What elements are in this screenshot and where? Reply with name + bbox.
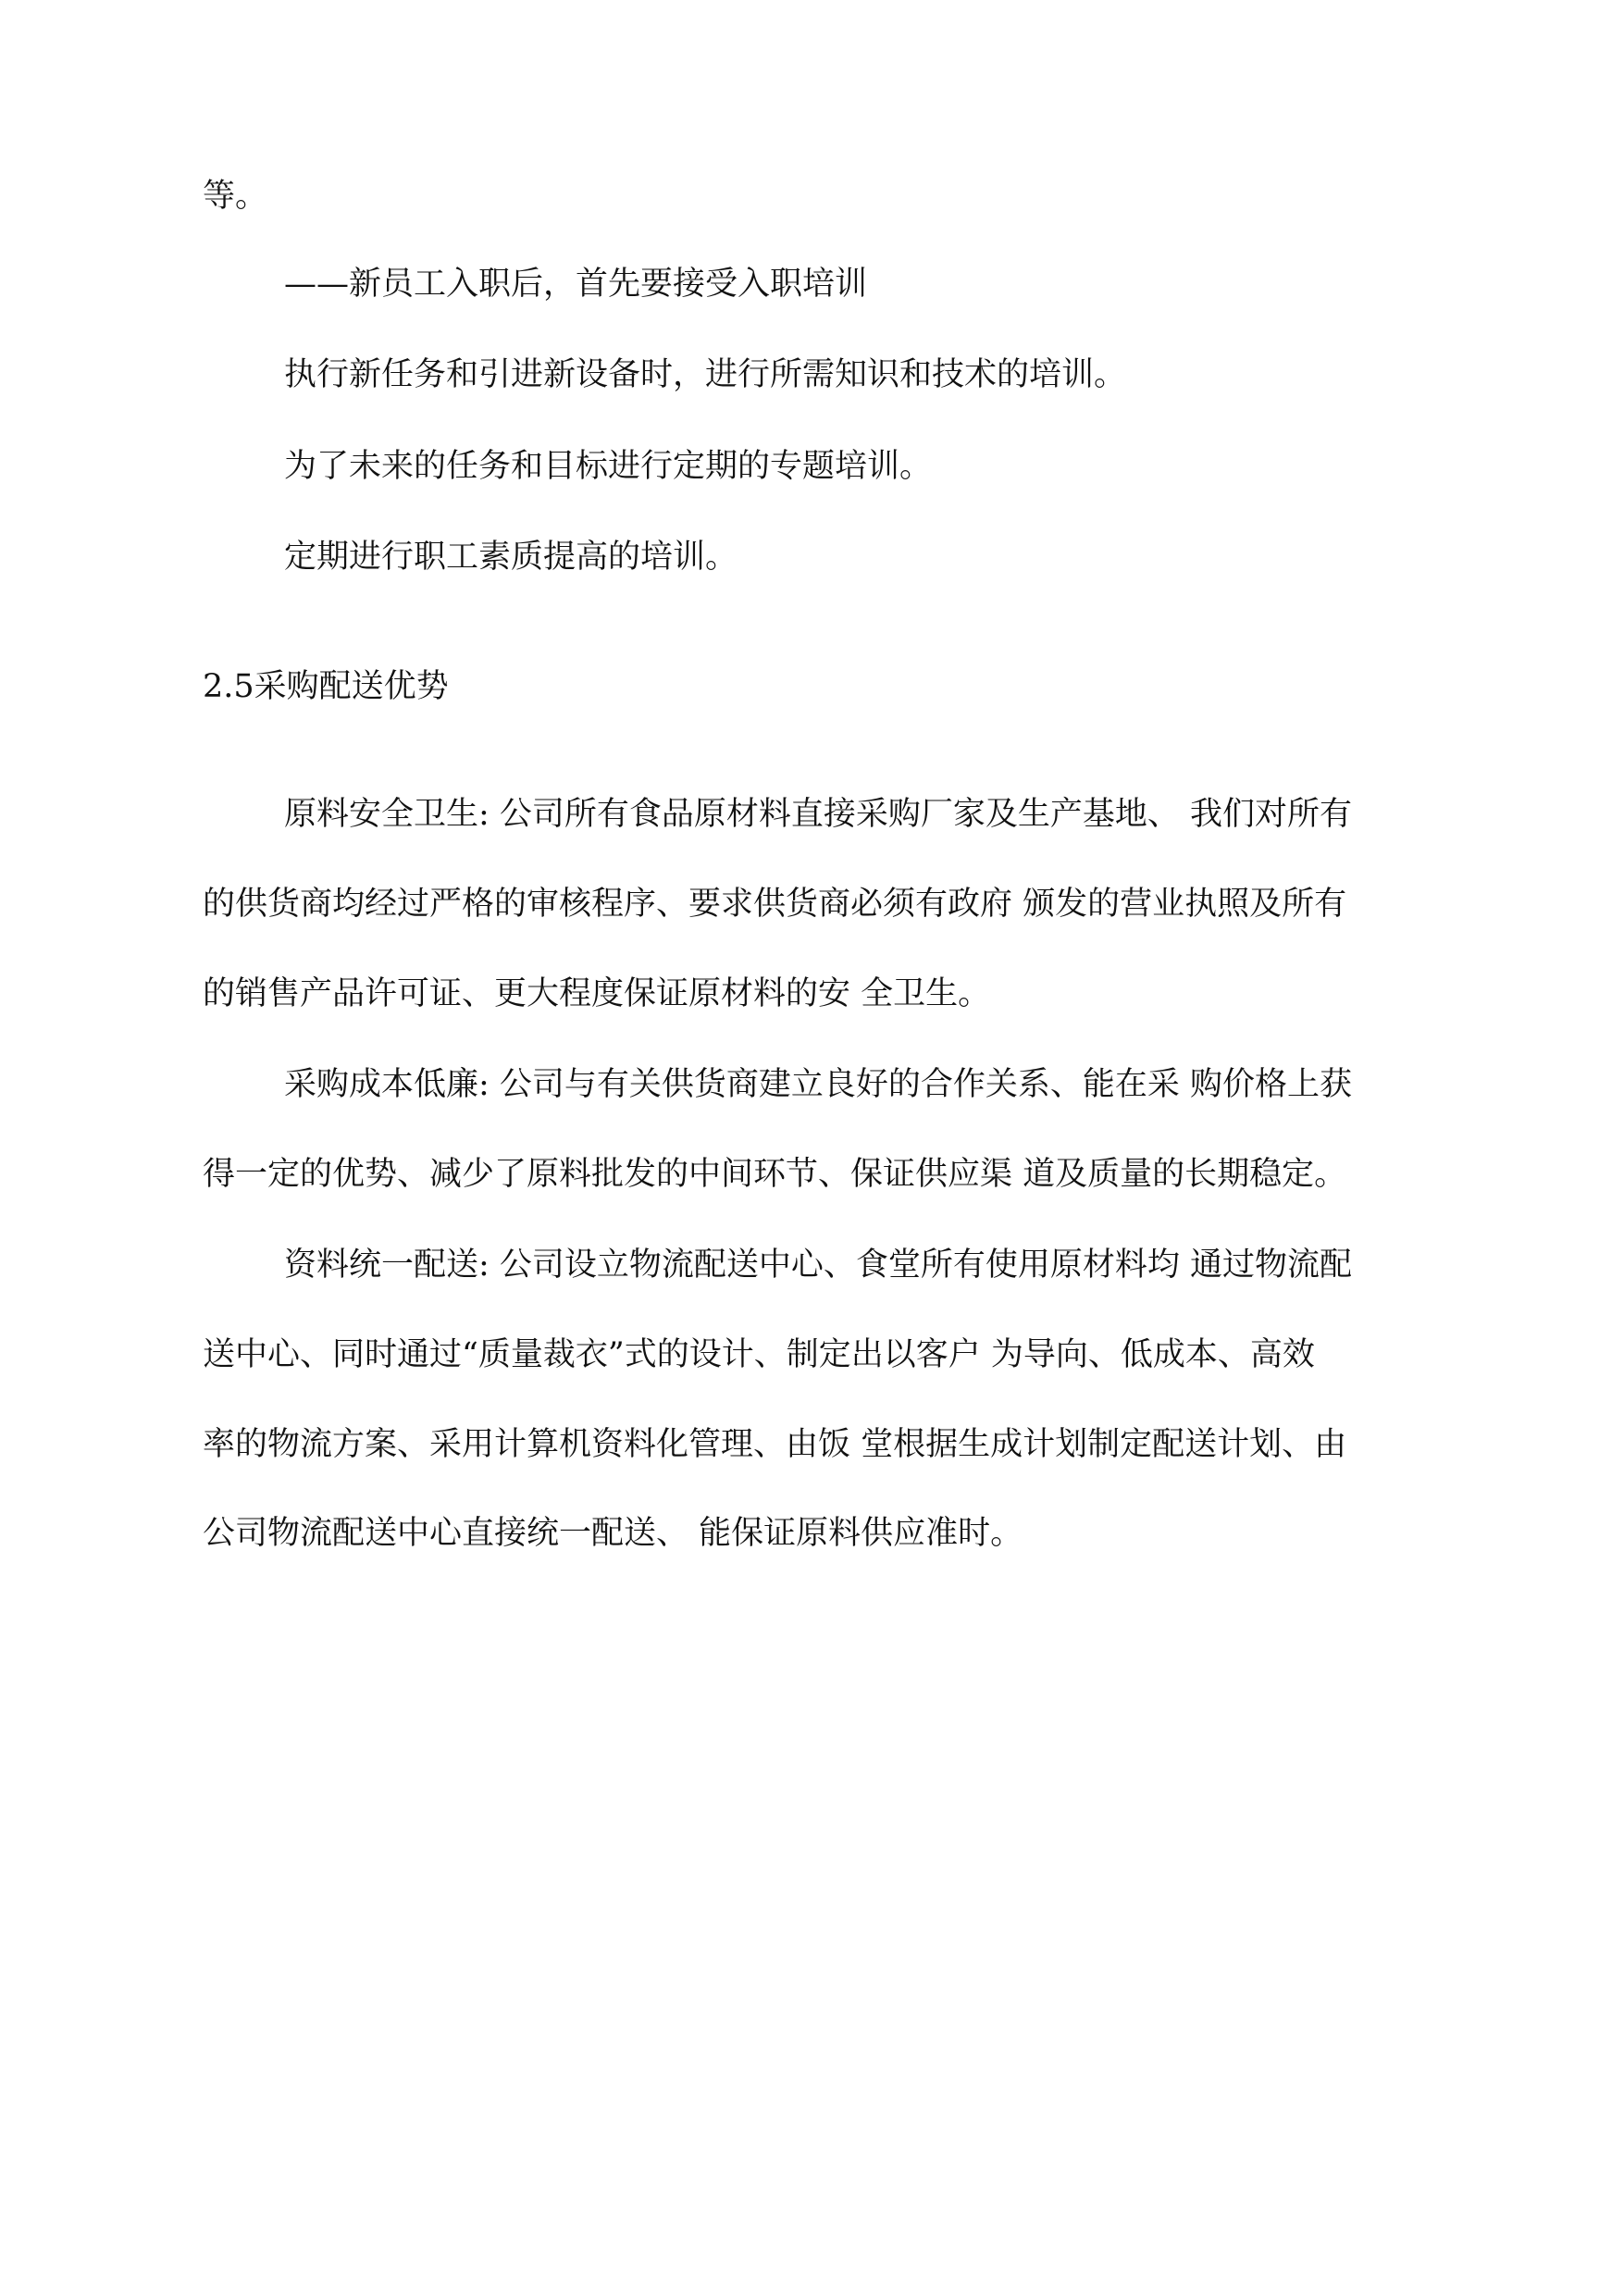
paragraph-1-line-2: 的供货商均经过严格的审核程序、要求供货商必须有政府 颁发的营业执照及所有 bbox=[203, 886, 1347, 923]
paragraph-3-line-3: 率的物流方案、采用计算机资料化管理、由饭 堂根据生成计划制定配送计划、由 bbox=[203, 1426, 1347, 1463]
paragraph-3-line-2: 送中心、同时通过“质量裁衣”式的设计、制定出以客户 为导向、低成本、高效 bbox=[203, 1336, 1315, 1373]
paragraph-3-line-1: 资料统一配送: 公司设立物流配送中心、食堂所有使用原材料均 通过物流配 bbox=[284, 1247, 1353, 1284]
training-item-4: 定期进行职工素质提高的培训。 bbox=[284, 539, 738, 576]
intro-tail-text: 等。 bbox=[203, 178, 268, 215]
training-item-1: ——新员工入职后，首先要接受入职培训 bbox=[284, 266, 868, 303]
training-item-2: 执行新任务和引进新设备时，进行所需知识和技术的培训。 bbox=[284, 356, 1127, 393]
section-heading: 2.5采购配送优势 bbox=[203, 668, 449, 705]
training-item-3: 为了未来的任务和目标进行定期的专题培训。 bbox=[284, 448, 933, 485]
paragraph-3-line-4: 公司物流配送中心直接统一配送、 能保证原料供应准时。 bbox=[203, 1515, 1023, 1552]
paragraph-1-line-1: 原料安全卫生: 公司所有食品原材料直接采购厂家及生产基地、 我们对所有 bbox=[284, 796, 1353, 833]
paragraph-2-line-2: 得一定的优势、减少了原料批发的中间环节、保证供应渠 道及质量的长期稳定。 bbox=[203, 1156, 1347, 1193]
paragraph-1-line-3: 的销售产品许可证、更大程度保证原材料的安 全卫生。 bbox=[203, 975, 991, 1012]
paragraph-2-line-1: 采购成本低廉: 公司与有关供货商建立良好的合作关系、能在采 购价格上获 bbox=[284, 1066, 1353, 1103]
